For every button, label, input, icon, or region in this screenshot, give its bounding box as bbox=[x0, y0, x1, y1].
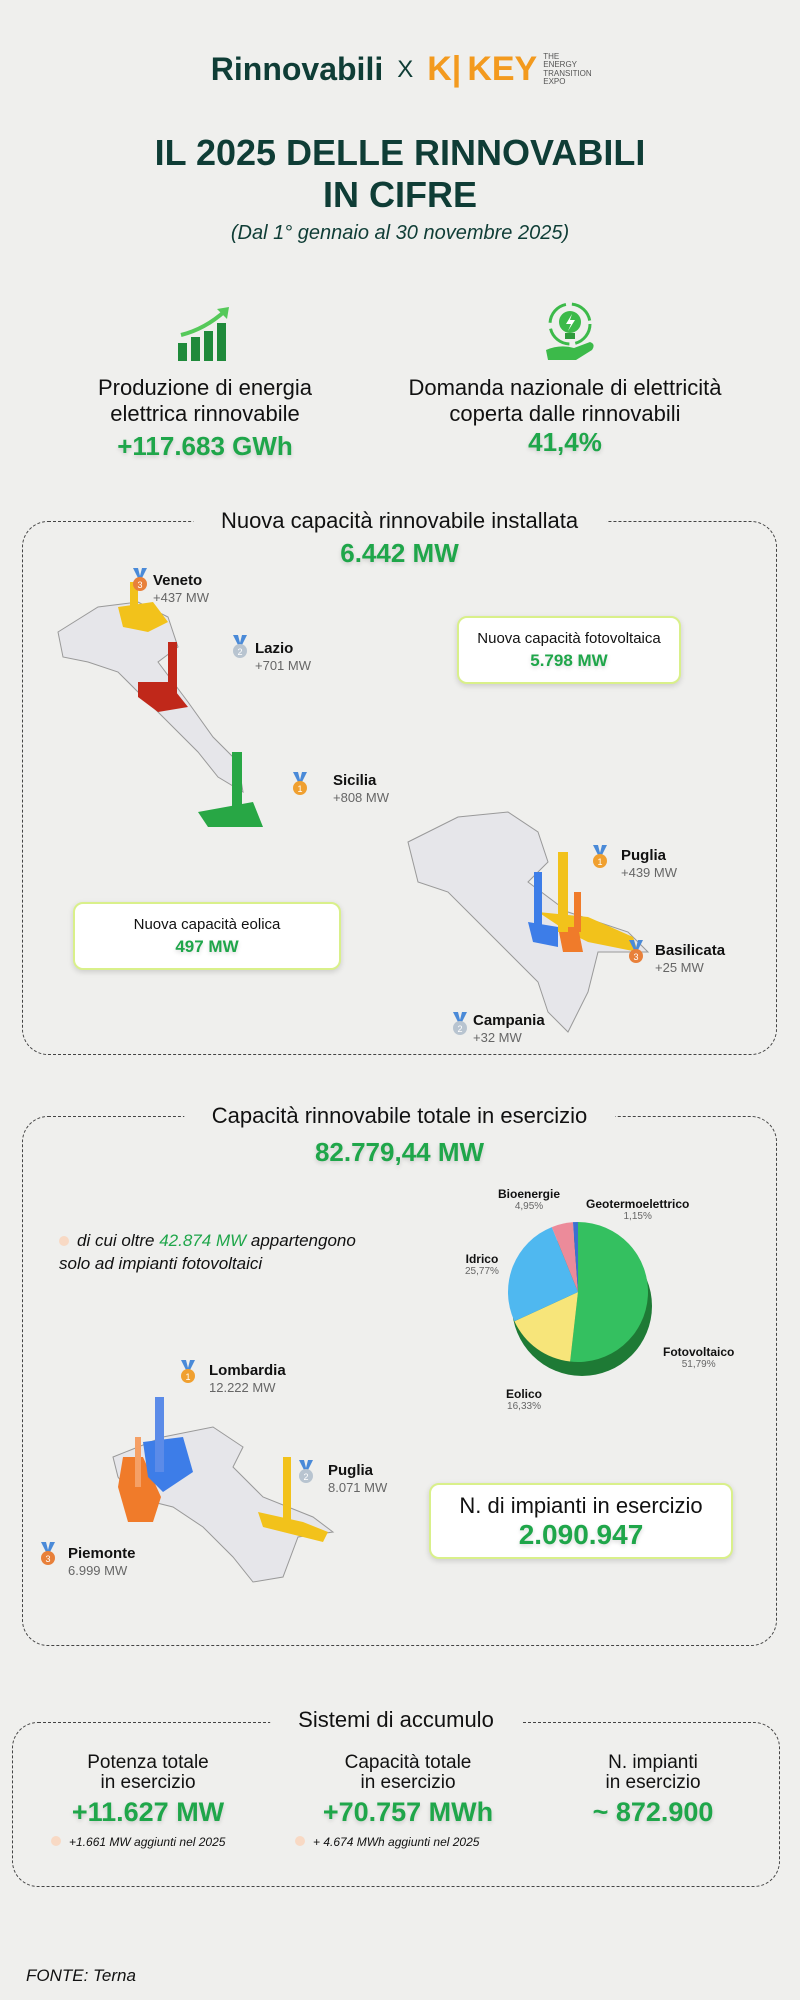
svg-text:2: 2 bbox=[303, 1472, 309, 1482]
pie-label-eolico: Eolico 16,33% bbox=[506, 1387, 543, 1413]
medal-rank-2-icon bbox=[232, 635, 248, 659]
new-capacity-title: Nuova capacità rinnovabile installata bbox=[193, 508, 606, 534]
storage-power: Potenza totale in esercizio +11.627 MW bbox=[71, 1752, 225, 1827]
region-puglia-wind: Puglia +439 MW bbox=[621, 847, 677, 880]
stat-renewable-production: Produzione di energia elettrica rinnovabile +117.683 GWh bbox=[97, 375, 313, 461]
medal-rank-3-icon bbox=[628, 940, 644, 964]
svg-text:1: 1 bbox=[185, 1372, 191, 1382]
svg-text:1: 1 bbox=[297, 784, 303, 794]
stat-demand-covered: Domanda nazionale di elettricità coperta dalle rinnovabili 41,4% bbox=[408, 375, 722, 457]
medal-rank-1-icon bbox=[180, 1360, 196, 1384]
solar-capacity-card: Nuova capacità fotovoltaica 5.798 MW bbox=[457, 616, 681, 684]
plants-count-card: N. di impianti in esercizio 2.090.947 bbox=[429, 1483, 733, 1559]
rinnovabili-logo: Rinnovabili bbox=[210, 51, 384, 87]
region-puglia-total: Puglia 8.071 MW bbox=[328, 1462, 388, 1495]
source-pie-chart bbox=[503, 1217, 653, 1387]
svg-text:3: 3 bbox=[45, 1554, 51, 1564]
medal-rank-1-icon bbox=[592, 845, 608, 869]
pie-label-fotovoltaico: Fotovoltaico 51,79% bbox=[663, 1345, 735, 1371]
medal-rank-3-icon bbox=[132, 568, 148, 592]
svg-text:3: 3 bbox=[633, 952, 639, 962]
region-piemonte: Piemonte 6.999 MW bbox=[68, 1545, 136, 1578]
svg-text:3: 3 bbox=[137, 580, 143, 590]
header-logos bbox=[0, 50, 800, 89]
logo-separator: X bbox=[397, 55, 414, 83]
medal-rank-1-icon bbox=[292, 772, 308, 796]
storage-power-note: +1.661 MW aggiunti nel 2025 bbox=[51, 1835, 225, 1849]
total-capacity-title: Capacità rinnovabile totale in esercizio bbox=[184, 1103, 615, 1129]
page-subtitle: (Dal 1° gennaio al 30 novembre 2025) bbox=[230, 222, 570, 244]
svg-text:2: 2 bbox=[237, 647, 243, 657]
pie-label-bioenergie: Bioenergie 4,95% bbox=[498, 1187, 561, 1213]
eco-bulb-hand-icon bbox=[540, 300, 600, 371]
storage-title: Sistemi di accumulo bbox=[270, 1707, 522, 1733]
svg-text:1: 1 bbox=[597, 857, 603, 867]
region-basilicata: Basilicata +25 MW bbox=[655, 942, 726, 975]
growth-chart-icon bbox=[175, 305, 235, 370]
storage-capacity: Capacità totale in esercizio +70.757 MWh bbox=[322, 1752, 494, 1827]
solar-share-note: di cui oltre 42.874 MW appartengono solo ad impianti fotovoltaici bbox=[59, 1231, 356, 1273]
new-capacity-value: 6.442 MW bbox=[340, 538, 459, 568]
medal-rank-2-icon bbox=[452, 1012, 468, 1036]
storage-plants: N. impianti in esercizio ~ 872.900 bbox=[592, 1752, 714, 1827]
total-capacity-section bbox=[22, 1103, 777, 1646]
pie-label-idrico: Idrico 25,77% bbox=[465, 1252, 499, 1278]
total-capacity-value: 82.779,44 MW bbox=[314, 1137, 485, 1167]
wind-capacity-card: Nuova capacità eolica 497 MW bbox=[73, 902, 341, 970]
page-title: IL 2025 DELLE RINNOVABILI IN CIFRE bbox=[154, 132, 646, 215]
region-lombardia: Lombardia 12.222 MW bbox=[209, 1362, 286, 1395]
key-logo: K| KEY THE ENERGY TRANSITION EXPO bbox=[427, 50, 592, 88]
storage-section bbox=[12, 1707, 780, 1887]
region-lazio: Lazio +701 MW bbox=[255, 640, 311, 673]
source-footer: FONTE: Terna bbox=[26, 1966, 136, 1985]
region-sicilia: Sicilia +808 MW bbox=[333, 772, 389, 805]
medal-rank-2-icon bbox=[298, 1460, 314, 1484]
region-veneto: Veneto +437 MW bbox=[153, 572, 209, 605]
medal-rank-3-icon bbox=[40, 1542, 56, 1566]
storage-capacity-note: + 4.674 MWh aggiunti nel 2025 bbox=[295, 1835, 479, 1849]
new-capacity-section bbox=[22, 508, 777, 1055]
svg-text:2: 2 bbox=[457, 1024, 463, 1034]
region-campania: Campania +32 MW bbox=[473, 1012, 545, 1045]
pie-label-geotermoelettrico: Geotermoelettrico 1,15% bbox=[586, 1197, 690, 1223]
